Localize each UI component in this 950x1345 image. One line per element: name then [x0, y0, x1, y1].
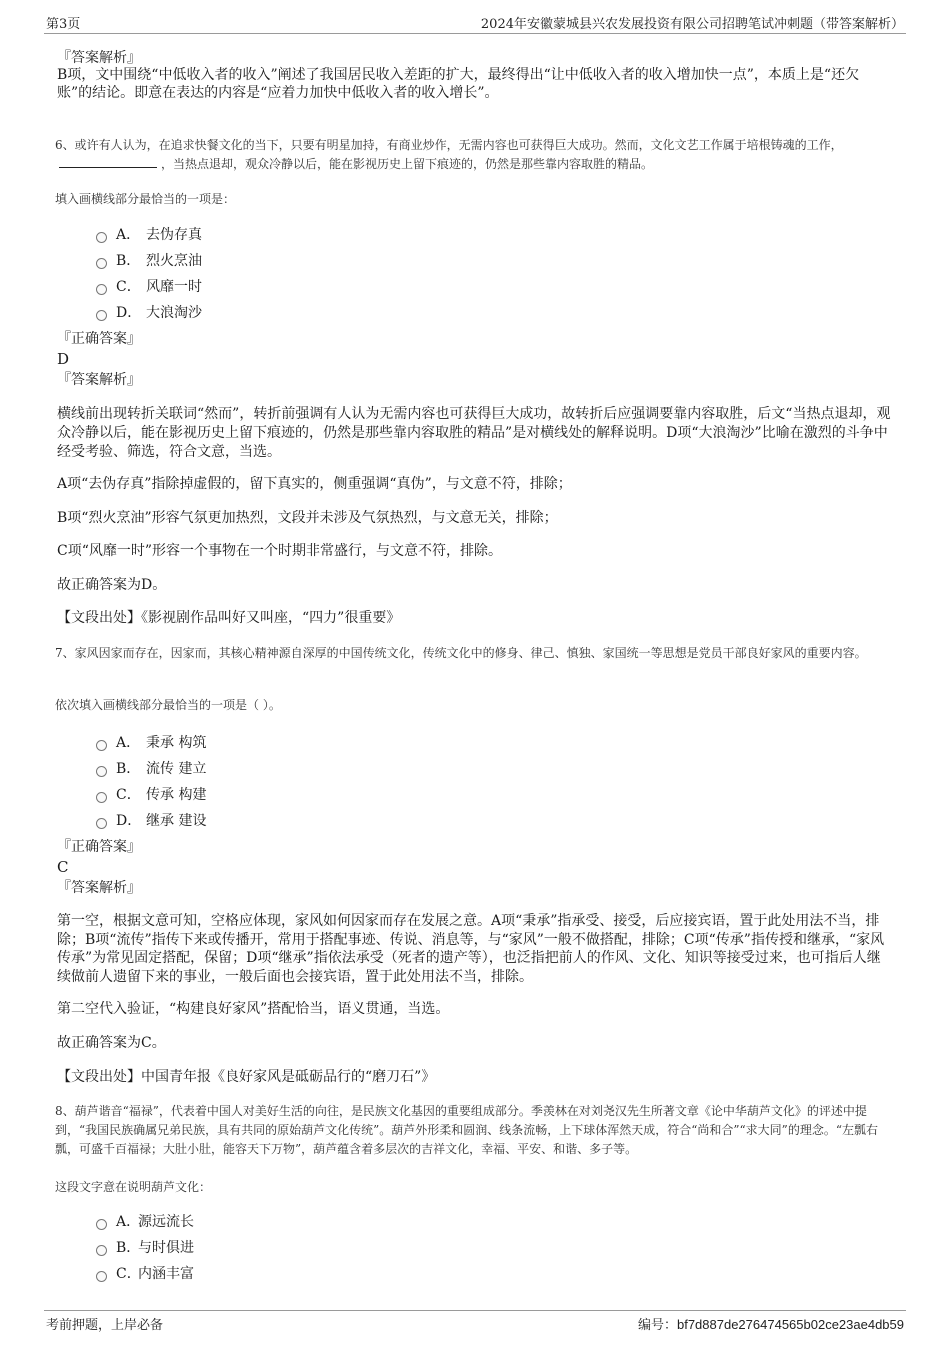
q6-source: 【文段出处】《影视剧作品叫好又叫座，“四力”很重要》	[57, 610, 401, 626]
q6-prompt: 填入画横线部分最恰当的一项是：	[55, 192, 236, 206]
q8-option-b[interactable]: B． 与时俱进	[96, 1239, 194, 1258]
q6-option-a[interactable]: A． 去伪存真	[96, 226, 202, 245]
q6-correct-label: 『正确答案』	[57, 331, 141, 347]
radio-icon[interactable]	[96, 792, 107, 803]
radio-icon[interactable]	[96, 1245, 107, 1256]
q7-option-a[interactable]: A． 秉承 构筑	[96, 734, 206, 753]
q6-analysis-a: A项“去伪存真”指除掉虚假的，留下真实的，侧重强调“真伪”，与文意不符，排除；	[57, 476, 572, 492]
q7-option-c[interactable]: C． 传承 构建	[96, 786, 206, 805]
q5-analysis-text: B项，文中围绕“中低收入者的收入”阐述了我国居民收入差距的扩大，最终得出“让中低收入者的收入增加快一点”，本质上是“还欠账”的结论。即意在表达的内容是“应着力加快中低收入者的收入增长”。	[57, 67, 860, 101]
q7-analysis-second: 第二空代入验证，“构建良好家风”搭配恰当，语义贯通，当选。	[57, 1001, 450, 1017]
q6-option-b[interactable]: B． 烈火烹油	[96, 252, 202, 271]
q6-analysis-main: 横线前出现转折关联词“然而”，转折前强调有人认为无需内容也可获得巨大成功，故转折后应强调要靠内容取胜，后文“当热点退却，观众冷静以后，能在影视历史上留下痕迹的，仍然是那些靠内容取胜的精品”是对横线处的解释说明。D项“大浪淘沙”比喻在激烈的斗争中经受考验、筛选，符合文意，当选。	[57, 406, 891, 460]
radio-icon[interactable]	[96, 818, 107, 829]
footer-code: 编号：bf7d887de276474565b02ce23ae4db59	[637, 1317, 904, 1333]
radio-icon[interactable]	[96, 766, 107, 777]
q6-stem: 6、或许有人认为，在追求快餐文化的当下，只要有明星加持，有商业炒作，无需内容也可获得巨大成功。然而，文化文艺工作属于培根铸魂的工作，，当热点退却，观众冷静以后，能在影视历史上留下痕迹的，仍然是那些靠内容取胜的精品。	[55, 138, 843, 171]
q7-analysis-label: 『答案解析』	[57, 880, 141, 896]
radio-icon[interactable]	[96, 1271, 107, 1282]
q8-prompt: 这段文字意在说明葫芦文化：	[55, 1180, 212, 1194]
q6-correct-answer: D	[57, 350, 70, 368]
q6-option-c[interactable]: C． 风靡一时	[96, 278, 202, 297]
header-divider	[44, 33, 906, 34]
q7-option-d[interactable]: D． 继承 建设	[96, 812, 206, 831]
q7-analysis-main: 第一空，根据文意可知，空格应体现，家风如何因家而存在发展之意。A项“秉承”指承受、接受，后应接宾语，置于此处用法不当，排除；B项“流传”指传下来或传播开，常用于搭配事迹、传说、消息等，与“家风”一般不做搭配，排除；C项“传承”指传授和继承，“家风传承”为常见固定搭配，保留；D项“继承”指依法承受（死者的遗产等），也泛指把前人的作风、文化、知识等接受过来，也可指后人继续做前人遗留下来的事业，一般后面也会接宾语，置于此处用法不当，排除。	[57, 913, 885, 985]
q6-option-d[interactable]: D． 大浪淘沙	[96, 304, 202, 323]
q6-analysis-b: B项“烈火烹油”形容气氛更加热烈，文段并未涉及气氛热烈，与文意无关，排除；	[57, 510, 558, 526]
footer-divider	[44, 1310, 906, 1311]
q7-correct-answer: C	[57, 858, 69, 876]
q7-source: 【文段出处】中国青年报《良好家风是砥砺品行的“磨刀石”》	[57, 1069, 436, 1085]
document-title: 2024年安徽蒙城县兴农发展投资有限公司招聘笔试冲刺题（带答案解析）	[480, 17, 904, 32]
radio-icon[interactable]	[96, 740, 107, 751]
footer-slogan: 考前押题，上岸必备	[46, 1318, 164, 1333]
q6-analysis-c: C项“风靡一时”形容一个事物在一个时期非常盛行，与文意不符，排除。	[57, 543, 503, 559]
radio-icon[interactable]	[96, 284, 107, 295]
q6-analysis-label: 『答案解析』	[57, 372, 141, 388]
q8-option-c[interactable]: C． 内涵丰富	[96, 1265, 194, 1284]
q7-correct-label: 『正确答案』	[57, 839, 141, 855]
q7-stem: 7、家风因家而存在，因家而，其核心精神源自深厚的中国传统文化，传统文化中的修身、律己、慎独、家国统一等思想是党员干部良好家风的重要内容。	[55, 646, 867, 660]
q8-stem: 8、葫芦谐音“福禄”，代表着中国人对美好生活的向往，是民族文化基因的重要组成部分。季羡林在对刘尧汉先生所著文章《论中华葫芦文化》的评述中提到，“我国民族确属兄弟民族，具有共同的原始葫芦文化传统”。葫芦外形柔和圆润、线条流畅，上下球体浑然天成，符合“尚和合”“求大同”的理念。“左瓢右瓢，可盛千百福禄；大肚小肚，能容天下万物”，葫芦蕴含着多层次的吉祥文化，幸福、平安、和谐、多子等。	[55, 1104, 878, 1156]
radio-icon[interactable]	[96, 1219, 107, 1230]
q7-final-answer: 故正确答案为C。	[57, 1035, 166, 1051]
q7-option-b[interactable]: B． 流传 建立	[96, 760, 206, 779]
radio-icon[interactable]	[96, 310, 107, 321]
q8-option-a[interactable]: A． 源远流长	[96, 1213, 194, 1232]
radio-icon[interactable]	[96, 232, 107, 243]
q7-prompt: 依次填入画横线部分最恰当的一项是（ ）。	[55, 698, 281, 712]
q6-blank-line	[59, 155, 157, 168]
q5-analysis-label: 『答案解析』	[57, 50, 141, 66]
q6-final-answer: 故正确答案为D。	[57, 577, 167, 593]
radio-icon[interactable]	[96, 258, 107, 269]
page-number: 第3页	[46, 17, 81, 32]
